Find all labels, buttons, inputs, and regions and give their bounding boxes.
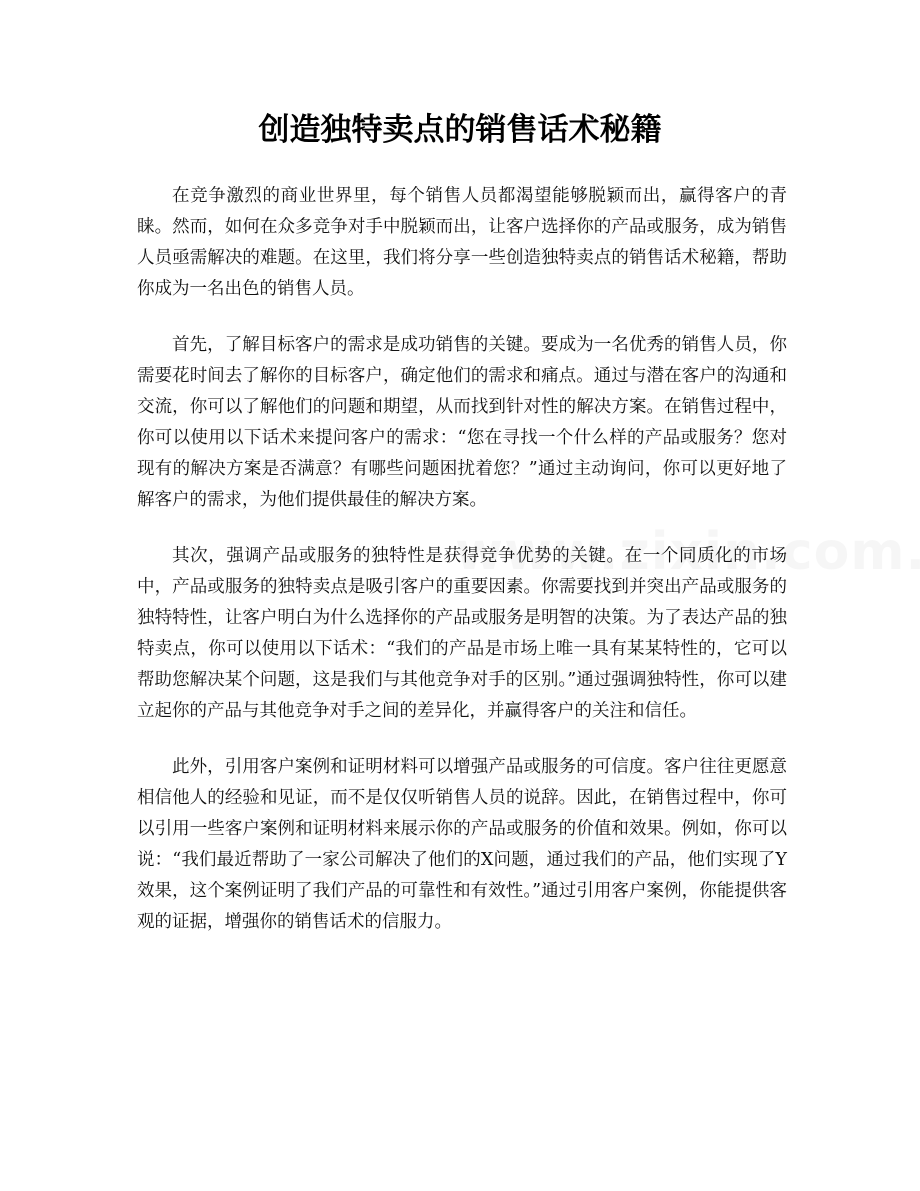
document-body: [137, 181, 787, 963]
paragraph-case-studies: 此外，引用客户案例和证明材料可以增强产品或服务的可信度。客户往往更愿意相信他人的经验和见证，而不是仅仅听销售人员的说辞。因此，在销售过程中，你可以引用一些客户案例和证明材料来展示你的产品或服务的价值和效果。例如，你可以说：“我们最近帮助了一家公司解决了他们的X问题，通过我们的产品，他们实现了Y效果，这个案例证明了我们产品的可靠性和有效性。”通过引用客户案例，你能提供客观的证据，增强你的销售话术的信服力。: [137, 757, 787, 932]
document-title: 创造独特卖点的销售话术秘籍: [258, 112, 662, 148]
paragraph-uniqueness: 其次，强调产品或服务的独特性是获得竞争优势的关键。在一个同质化的市场中，产品或服务的独特卖点是吸引客户的重要因素。你需要找到并突出产品或服务的独特特性，让客户明白为什么选择你的产品或服务是明智的决策。为了表达产品的独特卖点，你可以使用以下话术：“我们的产品是市场上唯一具有某某特性的，它可以帮助您解决某个问题，这是我们与其他竞争对手的区别。”通过强调独特性，你可以建立起你的产品与其他竞争对手之间的差异化，并赢得客户的关注和信任。: [137, 546, 787, 721]
paragraph-intro: 在竞争激烈的商业世界里，每个销售人员都渴望能够脱颖而出，赢得客户的青睐。然而，如何在众多竞争对手中脱颖而出，让客户选择你的产品或服务，成为销售人员亟需解决的难题。在这里，我们将分享一些创造独特卖点的销售话术秘籍，帮助你成为一名出色的销售人员。: [137, 186, 787, 299]
paragraph-understand-needs: 首先，了解目标客户的需求是成功销售的关键。要成为一名优秀的销售人员，你需要花时间去了解你的目标客户，确定他们的需求和痛点。通过与潜在客户的沟通和交流，你可以了解他们的问题和期望，从而找到针对性的解决方案。在销售过程中，你可以使用以下话术来提问客户的需求：“您在寻找一个什么样的产品或服务？您对现有的解决方案是否满意？有哪些问题困扰着您？”通过主动询问，你可以更好地了解客户的需求，为他们提供最佳的解决方案。: [137, 335, 787, 510]
